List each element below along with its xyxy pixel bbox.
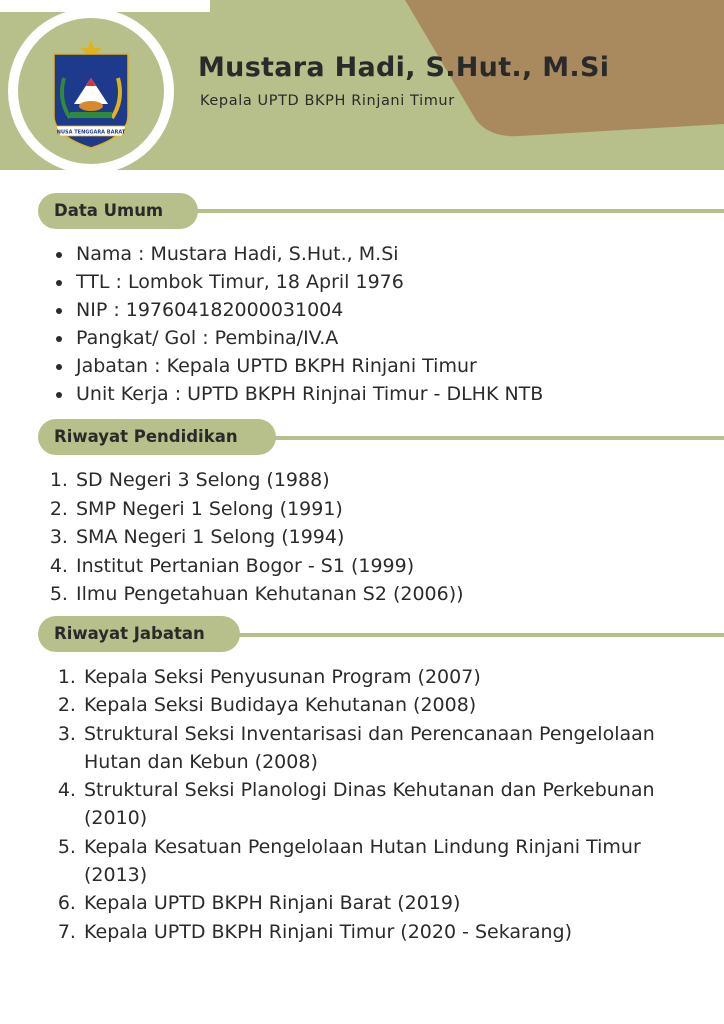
list-item: 1. SD Negeri 3 Selong (1988) — [74, 466, 464, 495]
list-item: 4. Struktural Seksi Planologi Dinas Kehutanan dan Perkebunan (2010) — [82, 776, 692, 833]
section-divider-data-umum — [190, 209, 724, 213]
list-item: • Pangkat/ Gol : Pembina/IV.A — [74, 324, 543, 352]
page-title: Mustara Hadi, S.Hut., M.Si — [198, 52, 610, 83]
logo-ribbon-text: NUSA TENGGARA BARAT — [56, 129, 126, 136]
jabatan-list — [64, 663, 692, 946]
data-umum-list — [58, 240, 543, 408]
section-heading-jabatan: Riwayat Jabatan — [38, 616, 240, 652]
list-item: • Jabatan : Kepala UPTD BKPH Rinjani Timur — [74, 352, 543, 380]
list-item: • Unit Kerja : UPTD BKPH Rinjnai Timur - DLHK NTB — [74, 380, 543, 408]
list-item: 4. Institut Pertanian Bogor - S1 (1999) — [74, 552, 464, 581]
list-item: • TTL : Lombok Timur, 18 April 1976 — [74, 268, 543, 296]
list-item: 5. Ilmu Pengetahuan Kehutanan S2 (2006)) — [74, 580, 464, 609]
list-item: 2. Kepala Seksi Budidaya Kehutanan (2008) — [82, 691, 692, 719]
list-item: 2. SMP Negeri 1 Selong (1991) — [74, 495, 464, 524]
list-item: 5. Kepala Kesatuan Pengelolaan Hutan Lindung Rinjani Timur (2013) — [82, 833, 692, 890]
list-item: 1. Kepala Seksi Penyusunan Program (2007) — [82, 663, 692, 691]
section-divider-pendidikan — [268, 436, 724, 440]
section-heading-pendidikan: Riwayat Pendidikan — [38, 419, 276, 455]
page-subtitle: Kepala UPTD BKPH Rinjani Timur — [200, 93, 455, 109]
list-item: 6. Kepala UPTD BKPH Rinjani Barat (2019) — [82, 889, 692, 917]
list-item: 7. Kepala UPTD BKPH Rinjani Timur (2020 - Sekarang) — [82, 918, 692, 946]
list-item: • NIP : 197604182000031004 — [74, 296, 543, 324]
section-heading-data-umum: Data Umum — [38, 193, 198, 229]
list-item: • Nama : Mustara Hadi, S.Hut., M.Si — [74, 240, 543, 268]
list-item: 3. SMA Negeri 1 Selong (1994) — [74, 523, 464, 552]
section-divider-jabatan — [232, 633, 724, 637]
pendidikan-list — [56, 466, 464, 609]
ntb-coat-of-arms-icon — [48, 38, 134, 150]
list-item: 3. Struktural Seksi Inventarisasi dan Perencanaan Pengelolaan Hutan dan Kebun (2008) — [82, 720, 692, 777]
